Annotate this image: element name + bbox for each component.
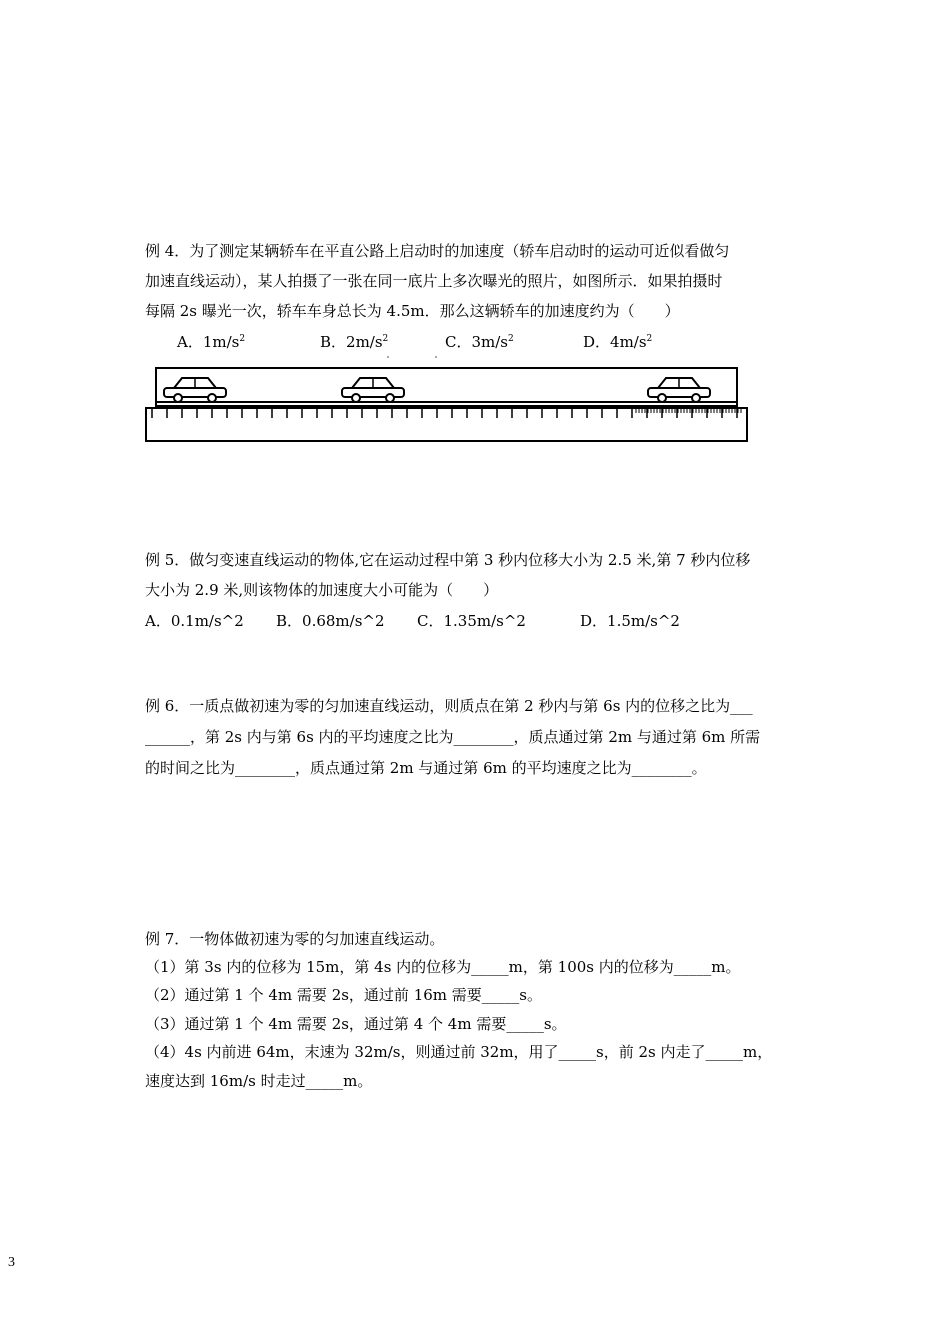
ex4-option-c: C．$3m/s^2$: [445, 333, 514, 351]
ex7-title: 例 7．一物体做初速为零的匀加速直线运动。: [145, 930, 445, 948]
ruler-ticks: [152, 408, 741, 418]
ex4-line-3: 每隔 2s 曝光一次，轿车车身总长为 4.5m．那么这辆轿车的加速度约为（ ）: [145, 302, 680, 320]
ex7-question-4: （4）4s 内前进 64m，末速为 32m/s，则通过前 32m，用了_____s，前 2s 内走了_____m，: [145, 1043, 773, 1061]
ex4-line-1: 例 4．为了测定某辆轿车在平直公路上启动时的加速度（轿车启动时的运动可近似看做匀: [145, 242, 730, 260]
ex7-question-1: （1）第 3s 内的位移为 15m，第 4s 内的位移为_____m，第 100s 内的位移为_____m。: [145, 958, 741, 976]
car-3: [648, 378, 710, 402]
ex4-option-b: B．$2m/s^2$: [320, 333, 389, 351]
car-ruler-figure: [0, 0, 950, 460]
ex4-line-2: 加速直线运动），某人拍摄了一张在同一底片上多次曝光的照片，如图所示．如果拍摄时: [145, 272, 723, 290]
ex4-option-d: D．$4m/s^2$: [583, 333, 653, 351]
ex6-line-2: ______，第 2s 内与第 6s 内的平均速度之比为________，质点通过第 2m 与通过第 6m 所需: [145, 728, 761, 746]
ex7-question-4-cont: 速度达到 16m/s 时走过_____m。: [145, 1072, 373, 1090]
ex5-option-b: B．0.68m/s^2: [276, 612, 385, 630]
ex5-line-1: 例 5．做匀变速直线运动的物体,它在运动过程中第 3 秒内位移大小为 2.5 米,第 7 秒内位移: [145, 551, 751, 569]
car-2: [342, 378, 404, 402]
ex5-option-d: D．1.5m/s^2: [580, 612, 680, 630]
ex7-question-2: （2）通过第 1 个 4m 需要 2s，通过前 16m 需要_____s。: [145, 986, 542, 1004]
ex4-option-a: A．$1m/s^2$: [177, 333, 246, 351]
ex7-question-3: （3）通过第 1 个 4m 需要 2s，通过第 4 个 4m 需要_____s。: [145, 1015, 567, 1033]
ex5-option-a: A．0.1m/s^2: [145, 612, 244, 630]
car-1: [164, 378, 226, 402]
page-number: 3: [8, 1255, 15, 1270]
ex6-line-1: 例 6．一质点做初速为零的匀加速直线运动，则质点在第 2 秒内与第 6s 内的位移之比为___: [145, 697, 753, 715]
ex5-option-c: C．1.35m/s^2: [417, 612, 526, 630]
photo-frame: [156, 368, 737, 406]
ex5-line-2: 大小为 2.9 米,则该物体的加速度大小可能为（ ）: [145, 581, 499, 599]
ex6-line-3: 的时间之比为________，质点通过第 2m 与通过第 6m 的平均速度之比为________。: [145, 759, 707, 777]
